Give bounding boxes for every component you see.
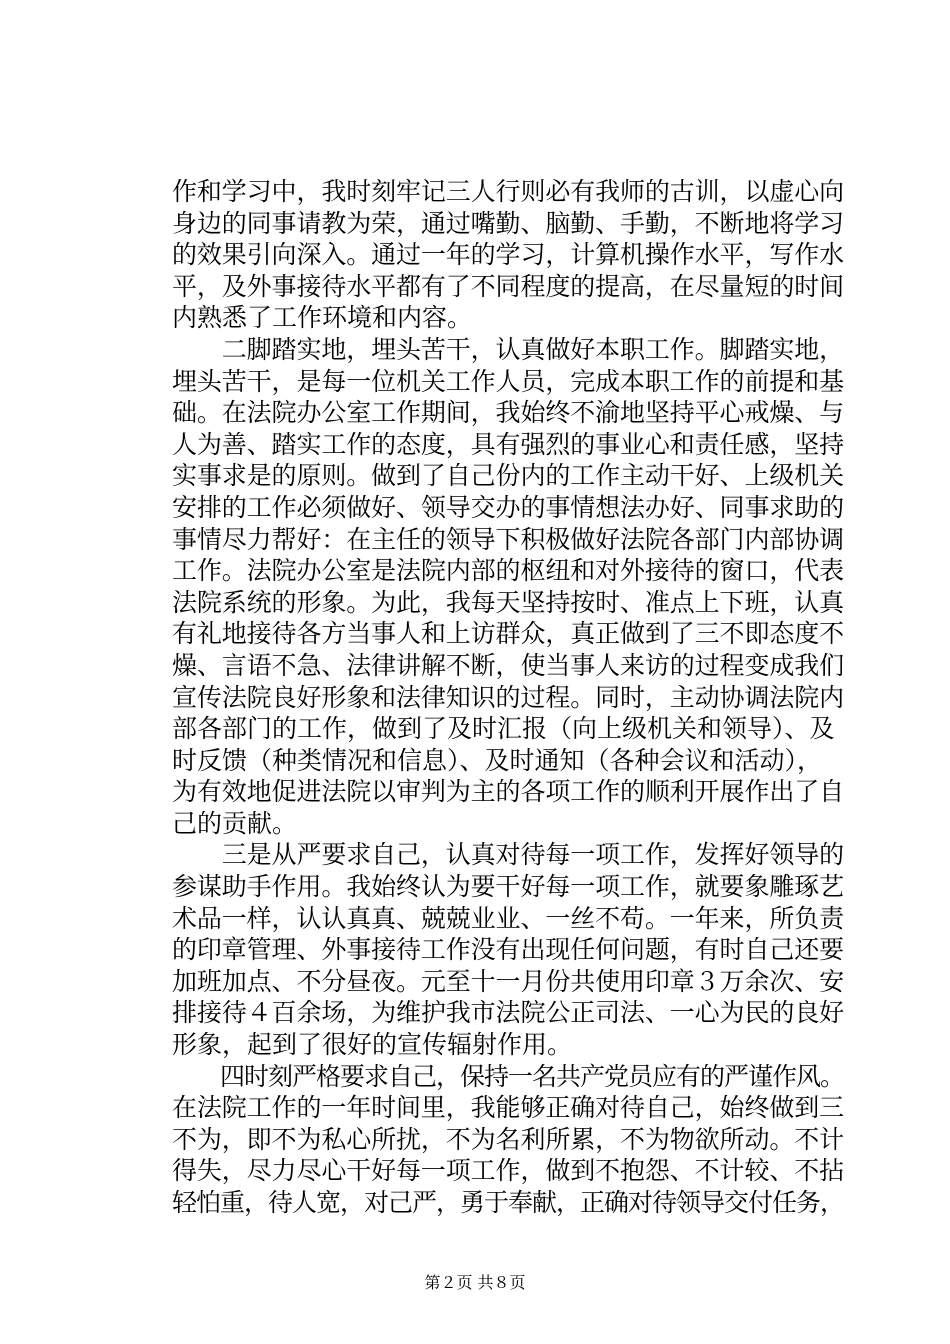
text-line: 的效果引向深入。通过一年的学习，计算机操作水平，写作水 <box>172 240 845 270</box>
page-footer: 第２页 共８页 <box>424 1273 526 1292</box>
text-line: 为有效地促进法院以审判为主的各项工作的顺利开展作出了自 <box>172 777 845 807</box>
text-line: 三是从严要求自己，认真对待每一项工作，发挥好领导的 <box>172 840 845 870</box>
text-line: 术品一样，认认真真、兢兢业业、一丝不苟。一年来，所负责 <box>172 903 845 933</box>
text-line: 不为，即不为私心所扰，不为名利所累，不为物欲所动。不计 <box>172 1124 845 1154</box>
text-line: 工作。法院办公室是法院内部的枢纽和对外接待的窗口，代表 <box>172 556 845 586</box>
text-line: 得失，尽力尽心干好每一项工作，做到不抱怨、不计较、不拈 <box>172 1156 845 1186</box>
text-line: 四时刻严格要求自己，保持一名共产党员应有的严谨作风。 <box>172 1061 845 1091</box>
text-line: 形象，起到了很好的宣传辐射作用。 <box>172 1030 573 1060</box>
text-line: 参谋助手作用。我始终认为要干好每一项工作，就要象雕琢艺 <box>172 872 845 902</box>
text-line: 时反馈（种类情况和信息）、及时通知（各种会议和活动）， <box>172 745 823 775</box>
document-body <box>172 176 845 1219</box>
text-line: 的印章管理、外事接待工作没有出现任何问题，有时自己还要 <box>172 935 845 965</box>
text-line: 身边的同事请教为荣，通过嘴勤、脑勤、手勤，不断地将学习 <box>172 208 845 238</box>
text-line: 法院系统的形象。为此，我每天坚持按时、准点上下班，认真 <box>172 587 845 617</box>
text-line: 事情尽力帮好：在主任的领导下积极做好法院各部门内部协调 <box>172 524 845 554</box>
text-line: 有礼地接待各方当事人和上访群众，真正做到了三不即态度不 <box>172 619 845 649</box>
text-line: 作和学习中，我时刻牢记三人行则必有我师的古训，以虚心向 <box>172 177 845 206</box>
text-line: 燥、言语不急、法律讲解不断，使当事人来访的过程变成我们 <box>172 650 845 680</box>
text-line: 埋头苦干，是每一位机关工作人员，完成本职工作的前提和基 <box>172 366 845 396</box>
text-line: 在法院工作的一年时间里，我能够正确对待自己，始终做到三 <box>172 1093 845 1123</box>
text-line: 内熟悉了工作环境和内容。 <box>172 303 473 333</box>
text-line: 人为善、踏实工作的态度，具有强烈的事业心和责任感，坚持 <box>172 429 845 459</box>
text-line: 二脚踏实地，埋头苦干，认真做好本职工作。脚踏实地， <box>172 334 845 364</box>
text-line: 平，及外事接待水平都有了不同程度的提高，在尽量短的时间 <box>172 271 845 301</box>
text-line: 础。在法院办公室工作期间，我始终不渝地坚持平心戒燥、与 <box>172 398 845 428</box>
text-line: 加班加点、不分昼夜。元至十一月份共使用印章３万余次、安 <box>172 966 845 996</box>
text-line: 己的贡献。 <box>172 808 298 838</box>
text-line: 实事求是的原则。做到了自己份内的工作主动干好、上级机关 <box>172 461 845 491</box>
text-line: 部各部门的工作，做到了及时汇报（向上级机关和领导）、及 <box>172 714 835 744</box>
text-line: 轻怕重，待人宽，对己严，勇于奉献，正确对待领导交付任务， <box>172 1188 845 1217</box>
text-line: 排接待４百余场，为维护我市法院公正司法、一心为民的良好 <box>172 998 845 1028</box>
text-line: 宣传法院良好形象和法律知识的过程。同时，主动协调法院内 <box>172 682 845 712</box>
text-line: 安排的工作必须做好、领导交办的事情想法办好、同事求助的 <box>172 492 845 522</box>
